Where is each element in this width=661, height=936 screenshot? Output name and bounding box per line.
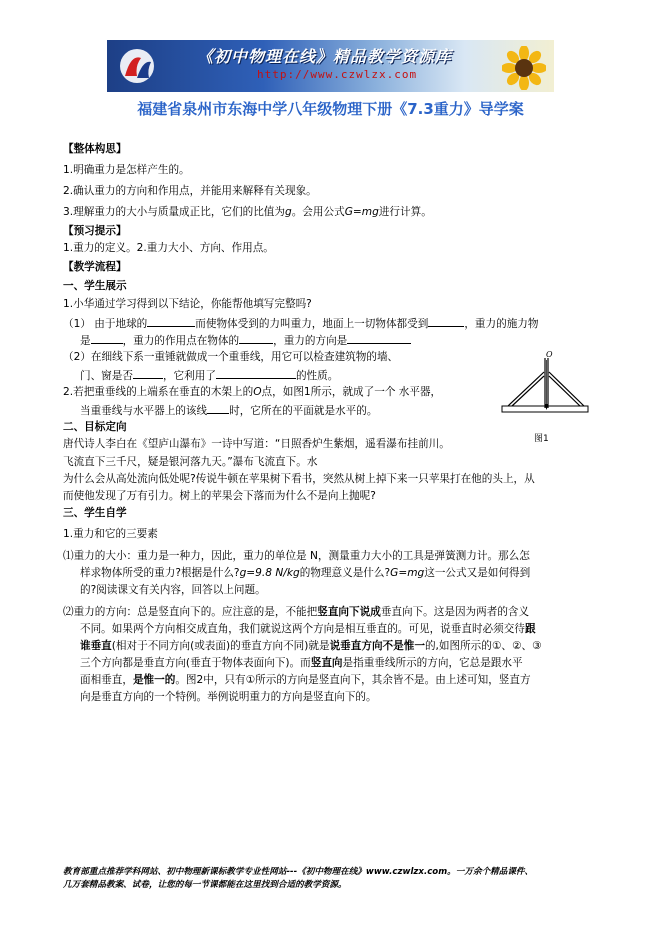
site-banner: [107, 40, 554, 92]
self-p1-line1: ⑴重力的大小：重力是一种力，因此，重力的单位是 N，测量重力大小的工具是弹簧测力计。那么怎: [63, 550, 530, 562]
page-footer: [63, 866, 623, 892]
overall-item-2: 2.确认重力的方向和作用点，并能用来解释有关现象。: [63, 185, 317, 197]
show-p1-line1: （1） 由于地球的 而使物体受到的力叫重力，地面上一切物体都受到 ，重力的施力物: [63, 315, 538, 332]
show-intro: 1.小华通过学习得到以下结论，你能帮他填写完整吗?: [63, 298, 312, 310]
overall-heading: 【整体构思】: [63, 143, 127, 155]
goal-line-4: 而使他发现了万有引力。树上的苹果会下落而为什么不是向上抛呢?: [63, 490, 376, 502]
flow-heading: 【教学流程】: [63, 261, 127, 273]
self-p2-line4: 三个方向都是垂直方向(垂直于物体表面向下)。而竖直向是指重垂线所示的方向，它总是跟水平: [80, 657, 523, 669]
banner-title: 《初中物理在线》精品教学资源库: [197, 47, 453, 66]
preview-text: 1.重力的定义。2.重力大小、方向、作用点。: [63, 242, 274, 254]
self-p1-line3: 的?阅读课文有关内容，回答以上问题。: [80, 584, 266, 596]
self-p2-line2: 不同。如果两个方向相交成直角，我们就说这两个方向是相互垂直的。可见，说垂直时必须交待跟: [80, 623, 536, 635]
document-title: 福建省泉州市东海中学八年级物理下册《7.3重力》导学案: [137, 100, 524, 118]
self-heading: 三、学生自学: [63, 507, 127, 519]
goal-line-2: 飞流直下三千尺，疑是银河落九天。”瀑布飞流直下。水: [63, 456, 318, 468]
self-p2-line3: 谁垂直(相对于不同方向(或表面)的垂直方向不同)就是说垂直方向不是惟一的,如图所示的①、②、③: [80, 640, 542, 652]
figure-caption: 图1: [534, 434, 549, 444]
preview-heading: 【预习提示】: [63, 225, 127, 237]
self-p2-line6: 向是垂直方向的一个特例。举例说明重力的方向是竖直向下的。: [80, 691, 377, 703]
self-p2-line1: ⑵重力的方向：总是竖直向下的。应注意的是，不能把竖直向下说成垂直向下。这是因为两者的含义: [63, 606, 530, 618]
footer-line-2: 几万套精品教案、试卷，让您的每一节课都能在这里找到合适的教学资源。: [63, 880, 347, 890]
self-p2-line5: 面相垂直，是惟一的。图2中，只有①所示的方向是竖直向下，其余皆不是。由上述可知，竖直方: [80, 674, 531, 686]
goal-line-1: 唐代诗人李白在《望庐山瀑布》一诗中写道：“日照香炉生紫烟，遥看瀑布挂前川。: [63, 438, 450, 450]
show-p2-line1: （2）在细线下系一重锤就做成一个重垂线，用它可以检查建筑物的墙、: [63, 351, 399, 363]
show-heading: 一、学生展示: [63, 280, 127, 292]
show-p1-line2: 是 ，重力的作用点在物体的 ，重力的方向是: [80, 332, 411, 349]
figure-1-level-diagram: [500, 348, 590, 448]
figure-label-o: O: [546, 350, 553, 359]
show-q2-line1: 2.若把重垂线的上端系在垂直的木架上的O点，如图1所示，就成了一个 水平器，: [63, 386, 442, 398]
self-sub-heading: 1.重力和它的三要素: [63, 528, 158, 540]
site-logo-icon: [117, 46, 157, 86]
self-p1-line2: 样求物体所受的重力?根据是什么?g=9.8 N/kg的物理意义是什么?G=mg这一公式又是如何得到: [80, 567, 531, 579]
goal-heading: 二、目标定向: [63, 421, 127, 433]
banner-url[interactable]: http://www.czwlzx.com: [257, 68, 418, 81]
goal-line-3: 为什么会从高处流向低处呢?传说牛顿在苹果树下看书，突然从树上掉下来一只苹果打在他的头上，从: [63, 473, 535, 485]
sunflower-icon: [502, 46, 546, 90]
overall-item-1: 1.明确重力是怎样产生的。: [63, 164, 190, 176]
overall-item-3: 3.理解重力的大小与质量成正比，它们的比值为g。会用公式G=mg进行计算。: [63, 206, 432, 218]
footer-line-1: 教育部重点推荐学科网站、初中物理新课标教学专业性网站---《初中物理在线》www.czwlzx.com。一万余个精品课件、: [63, 867, 534, 877]
show-p2-line2: 门、窗是否 ，它利用了 的性质。: [80, 367, 338, 384]
show-q2-line2: 当重垂线与水平器上的该线 时，它所在的平面就是水平的。: [80, 402, 377, 419]
